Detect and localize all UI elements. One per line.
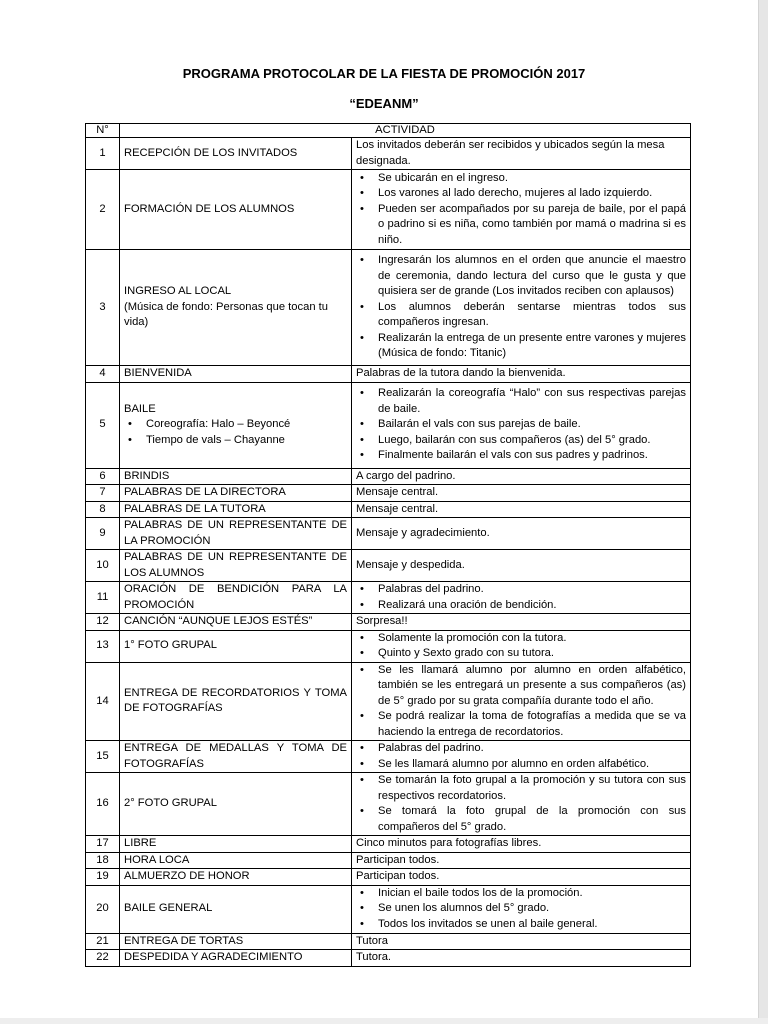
- detail-text: Palabras de la tutora dando la bienvenida.: [356, 367, 566, 379]
- activity-name: PALABRAS DE UN REPRESENTANTE DE LA PROMOCIÓN: [124, 519, 347, 547]
- detail-cell: [352, 852, 691, 869]
- row-number: 12: [86, 614, 120, 631]
- detail-text: Sorpresa!!: [356, 615, 408, 627]
- detail-text: Mensaje central.: [356, 486, 439, 498]
- detail-bullet: • Palabras del padrino.: [378, 582, 686, 598]
- row-number: 21: [86, 933, 120, 950]
- detail-text: Mensaje y despedida.: [356, 558, 465, 571]
- row-number: 5: [86, 382, 120, 468]
- detail-cell: [352, 382, 691, 468]
- table-row: [86, 170, 691, 250]
- table-row: [86, 366, 691, 383]
- detail-cell: [352, 366, 691, 383]
- activity-name: ALMUERZO DE HONOR: [124, 870, 250, 882]
- detail-bullet: • Luego, bailarán con sus compañeros (as) del 5° grado.: [378, 433, 686, 449]
- detail-cell: [352, 885, 691, 933]
- row-number: 14: [86, 662, 120, 741]
- detail-bullet: • Todos los invitados se unen al baile general.: [378, 917, 686, 933]
- activity-cell: [120, 836, 352, 853]
- table-header-row: [86, 124, 691, 138]
- detail-bullet-list: [356, 582, 686, 613]
- activity-name: ENTREGA DE RECORDATORIOS Y TOMA DE FOTOGRAFÍAS: [124, 686, 347, 715]
- detail-cell: [352, 138, 691, 170]
- detail-cell: [352, 518, 691, 550]
- row-number: 22: [86, 950, 120, 967]
- table-row: [86, 869, 691, 886]
- detail-bullet: • Inician el baile todos los de la promoción.: [378, 886, 686, 902]
- activity-name: 2° FOTO GRUPAL: [124, 797, 217, 810]
- activity-name: DESPEDIDA Y AGRADECIMIENTO: [124, 951, 303, 963]
- activity-name: ENTREGA DE MEDALLAS Y TOMA DE FOTOGRAFÍAS: [124, 742, 347, 770]
- row-number: 10: [86, 550, 120, 582]
- detail-cell: [352, 582, 691, 614]
- table-row: [86, 885, 691, 933]
- detail-cell: [352, 468, 691, 485]
- row-number: 3: [86, 250, 120, 366]
- detail-bullet: • Solamente la promoción con la tutora.: [378, 631, 686, 647]
- activity-cell: [120, 518, 352, 550]
- column-header-activity: ACTIVIDAD: [120, 124, 691, 138]
- detail-bullet: • Bailarán el vals con sus parejas de baile.: [378, 417, 686, 433]
- activity-name: INGRESO AL LOCAL: [124, 285, 232, 298]
- activity-cell: [120, 630, 352, 662]
- document-title: PROGRAMA PROTOCOLAR DE LA FIESTA DE PROMOCIÓN 2017: [182, 66, 586, 81]
- detail-bullet: • Finalmente bailarán el vals con sus padres y padrinos.: [378, 448, 686, 464]
- row-number: 7: [86, 485, 120, 502]
- detail-bullet: • Ingresarán los alumnos en el orden que anuncie el maestro de ceremonia, dando lectura del curso que le gusta y que quisiera ser de grande (Los invitados reciben con aplausos): [378, 253, 686, 300]
- table-row: [86, 485, 691, 502]
- activity-name: CANCIÓN “AUNQUE LEJOS ESTÉS”: [124, 615, 313, 627]
- detail-cell: [352, 170, 691, 250]
- activity-name: BIENVENIDA: [124, 367, 192, 379]
- detail-text: Los invitados deberán ser recibidos y ubicados según la mesa designada.: [356, 139, 665, 167]
- row-number: 11: [86, 582, 120, 614]
- activity-cell: [120, 933, 352, 950]
- detail-text: A cargo del padrino.: [356, 469, 456, 482]
- detail-text: Participan todos.: [356, 870, 440, 882]
- activity-name: BAILE GENERAL: [124, 902, 213, 915]
- activity-cell: [120, 468, 352, 485]
- table-row: [86, 852, 691, 869]
- activity-name: ORACIÓN DE BENDICIÓN PARA LA PROMOCIÓN: [124, 583, 347, 611]
- row-number: 19: [86, 869, 120, 886]
- detail-bullet-list: [356, 253, 686, 362]
- activity-cell: [120, 582, 352, 614]
- activity-name: 1° FOTO GRUPAL: [124, 639, 217, 652]
- activity-cell: [120, 885, 352, 933]
- detail-bullet: • Se tomará la foto grupal de la promoción con sus compañeros del 5° grado.: [378, 804, 686, 835]
- detail-text: Mensaje central.: [356, 502, 439, 515]
- detail-cell: [352, 485, 691, 502]
- detail-cell: [352, 836, 691, 853]
- row-number: 6: [86, 468, 120, 485]
- detail-bullet-list: [356, 663, 686, 741]
- table-row: [86, 836, 691, 853]
- detail-bullet: • Quinto y Sexto grado con su tutora.: [378, 646, 686, 662]
- activity-name: FORMACIÓN DE LOS ALUMNOS: [124, 202, 295, 215]
- table-row: [86, 468, 691, 485]
- activity-cell: [120, 950, 352, 967]
- detail-cell: [352, 869, 691, 886]
- table-row: [86, 950, 691, 967]
- activity-cell: [120, 550, 352, 582]
- detail-bullet: • Se unen los alumnos del 5° grado.: [378, 901, 686, 917]
- table-row: [86, 630, 691, 662]
- detail-bullet: • Los varones al lado derecho, mujeres al lado izquierdo.: [378, 186, 686, 202]
- row-number: 2: [86, 170, 120, 250]
- page-edge-bottom: [0, 1018, 768, 1024]
- activity-name: PALABRAS DE UN REPRESENTANTE DE LOS ALUMNOS: [124, 551, 347, 579]
- column-header-number: N°: [86, 124, 120, 138]
- detail-bullet: • Se les llamará alumno por alumno en orden alfabético, también se les entregará un presente a sus compañeros (as) de 5° grado por su grata compañía durante todo el año.: [378, 663, 686, 710]
- row-number: 15: [86, 741, 120, 773]
- activity-cell: [120, 852, 352, 869]
- page-edge: [758, 0, 768, 1024]
- table-row: [86, 662, 691, 741]
- activity-cell: [120, 501, 352, 518]
- detail-bullet: • Palabras del padrino.: [378, 741, 686, 757]
- detail-text: Mensaje y agradecimiento.: [356, 526, 490, 539]
- activity-name: BAILE: [124, 402, 156, 415]
- detail-bullet-list: [356, 773, 686, 835]
- detail-text: Tutora: [356, 934, 388, 947]
- detail-cell: [352, 933, 691, 950]
- activity-cell: [120, 869, 352, 886]
- table-row: [86, 138, 691, 170]
- activity-cell: [120, 662, 352, 741]
- row-number: 16: [86, 773, 120, 836]
- activity-subtitle: (Música de fondo: Personas que tocan tu vida): [124, 300, 328, 329]
- table-row: [86, 741, 691, 773]
- detail-cell: [352, 950, 691, 967]
- activity-cell: [120, 741, 352, 773]
- document-subtitle: “EDEANM”: [349, 96, 419, 111]
- table-row: [86, 382, 691, 468]
- table-row: [86, 614, 691, 631]
- activity-cell: [120, 485, 352, 502]
- program-table: [85, 123, 691, 967]
- detail-text: Tutora.: [356, 951, 392, 963]
- detail-bullet-list: [356, 171, 686, 249]
- detail-bullet-list: [356, 631, 686, 662]
- activity-cell: [120, 138, 352, 170]
- activity-cell: [120, 170, 352, 250]
- table-row: [86, 501, 691, 518]
- row-number: 17: [86, 836, 120, 853]
- detail-bullet: • Realizará una oración de bendición.: [378, 598, 686, 614]
- activity-name: HORA LOCA: [124, 853, 190, 866]
- detail-cell: [352, 741, 691, 773]
- activity-cell: [120, 250, 352, 366]
- detail-bullet-list: [356, 386, 686, 464]
- detail-cell: [352, 250, 691, 366]
- detail-cell: [352, 501, 691, 518]
- activity-name: PALABRAS DE LA DIRECTORA: [124, 486, 286, 498]
- detail-bullet: • Se ubicarán en el ingreso.: [378, 171, 686, 187]
- activity-cell: [120, 366, 352, 383]
- detail-bullet: • Realizarán la coreografía “Halo” con sus respectivas parejas de baile.: [378, 386, 686, 417]
- detail-bullet-list: [356, 741, 686, 772]
- detail-bullet: • Los alumnos deberán sentarse mientras todos sus compañeros ingresan.: [378, 300, 686, 331]
- detail-bullet: • Se podrá realizar la toma de fotografías a medida que se va haciendo la entrega de recordatorios.: [378, 709, 686, 740]
- table-row: [86, 250, 691, 366]
- detail-text: Participan todos.: [356, 853, 440, 866]
- detail-cell: [352, 773, 691, 836]
- detail-bullet: • Se tomarán la foto grupal a la promoción y su tutora con sus respectivos recordatorios.: [378, 773, 686, 804]
- detail-cell: [352, 550, 691, 582]
- row-number: 1: [86, 138, 120, 170]
- row-number: 4: [86, 366, 120, 383]
- table-row: [86, 933, 691, 950]
- row-number: 20: [86, 885, 120, 933]
- detail-bullet: • Pueden ser acompañados por su pareja de baile, por el papá o padrino si es niña, como también por mamá o madrina si es niño.: [378, 202, 686, 249]
- activity-bullet: • Tiempo de vals – Chayanne: [146, 433, 347, 449]
- activity-bullet: • Coreografía: Halo – Beyoncé: [146, 417, 347, 433]
- detail-bullet: • Realizarán la entrega de un presente entre varones y mujeres (Música de fondo: Titanic): [378, 331, 686, 362]
- table-row: [86, 518, 691, 550]
- activity-bullet-list: [124, 417, 347, 448]
- detail-cell: [352, 630, 691, 662]
- activity-name: RECEPCIÓN DE LOS INVITADOS: [124, 146, 298, 159]
- activity-cell: [120, 382, 352, 468]
- row-number: 18: [86, 852, 120, 869]
- detail-cell: [352, 614, 691, 631]
- activity-cell: [120, 614, 352, 631]
- table-row: [86, 550, 691, 582]
- row-number: 9: [86, 518, 120, 550]
- activity-name: BRINDIS: [124, 469, 170, 482]
- detail-bullet: • Se les llamará alumno por alumno en orden alfabético.: [378, 757, 686, 773]
- row-number: 8: [86, 501, 120, 518]
- table-row: [86, 582, 691, 614]
- activity-name: PALABRAS DE LA TUTORA: [124, 502, 266, 515]
- table-row: [86, 773, 691, 836]
- detail-text: Cinco minutos para fotografías libres.: [356, 837, 542, 849]
- activity-name: LIBRE: [124, 837, 157, 849]
- activity-cell: [120, 773, 352, 836]
- detail-cell: [352, 662, 691, 741]
- activity-name: ENTREGA DE TORTAS: [124, 934, 244, 947]
- detail-bullet-list: [356, 886, 686, 933]
- row-number: 13: [86, 630, 120, 662]
